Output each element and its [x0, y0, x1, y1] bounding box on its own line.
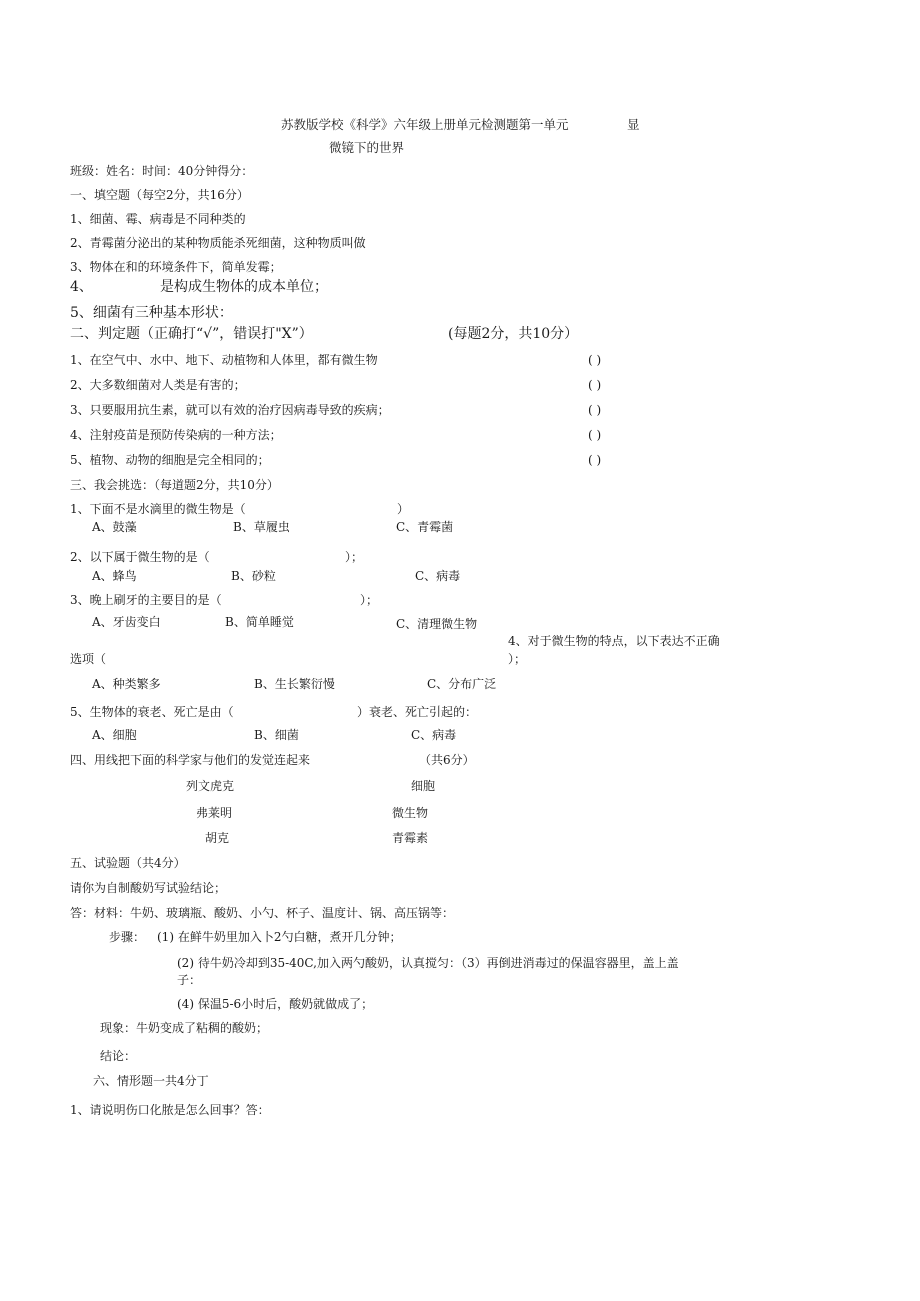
choice-5-option-c: C、病毒: [411, 728, 457, 742]
section-3-heading: 三、我会挑选：（每道题2分，共10分）: [70, 478, 279, 492]
finding-3: 青霉素: [392, 831, 429, 845]
scientist-3: 胡克: [205, 831, 230, 845]
choice-question-1-close: ）: [397, 502, 410, 516]
experiment-step-2-continued: 子：: [177, 973, 202, 987]
choice-5-option-a: A、细胞: [92, 728, 137, 742]
finding-2: 微生物: [392, 806, 429, 820]
choice-question-4-continued: 选项（: [70, 652, 107, 666]
scientist-1: 列文虎克: [186, 779, 235, 793]
choice-question-3-stem: 3、晚上刷牙的主要目的是（: [70, 593, 222, 607]
choice-2-option-a: A、蜂鸟: [92, 569, 137, 583]
experiment-phenomenon: 现象：牛奶变成了粘稠的酸奶；: [100, 1021, 269, 1035]
choice-3-option-a: A、牙齿变白: [92, 615, 161, 629]
judge-question-3: 3、只要服用抗生素，就可以有效的治疗因病毒导致的疾病；: [70, 403, 390, 417]
section-4-heading: 四、用线把下面的科学家与他们的发觉连起来: [70, 753, 311, 767]
section-6-heading: 六、情形题一共4分丁: [93, 1074, 209, 1088]
choice-2-option-b: B、砂粒: [231, 569, 276, 583]
choice-4-option-a: A、种类繁多: [92, 677, 161, 691]
choice-4-option-b: B、生长繁衍慢: [254, 677, 335, 691]
choice-1-option-b: B、草履虫: [233, 520, 290, 534]
choice-question-3-close: ）；: [360, 593, 379, 607]
choice-question-5-close: ）衰老、死亡引起的：: [357, 705, 478, 719]
title-line-2: 微镜下的世界: [329, 140, 405, 155]
scenario-question-1: 1、请说明伤口化脓是怎么回事？答：: [70, 1103, 270, 1117]
fill-question-4-number: 4、: [70, 279, 93, 295]
title-tail: 显: [627, 117, 640, 132]
experiment-step-1: (1) 在鲜牛奶里加入卜2勺白糖，煮开几分钟；: [157, 930, 402, 944]
experiment-steps-label: 步骤：: [109, 930, 146, 944]
choice-question-4-stem: 4、对于微生物的特点，以下表达不正确: [508, 634, 720, 648]
choice-4-option-c: C、分布广泛: [427, 677, 497, 691]
choice-question-2-close: ）；: [345, 550, 364, 564]
choice-2-option-c: C、病毒: [415, 569, 461, 583]
choice-1-option-c: C、青霉菌: [396, 520, 454, 534]
scientist-2: 弗莱明: [196, 806, 233, 820]
fill-question-2: 2、青霉菌分泌出的某种物质能杀死细菌，这种物质叫做: [70, 236, 366, 250]
choice-question-2-stem: 2、以下属于微生物的是（: [70, 550, 210, 564]
section-5-heading: 五、试验题（共4分）: [70, 856, 186, 870]
judge-answer-box-3: ( ): [588, 403, 602, 417]
section-2-score: (每题2分，共10分）: [448, 326, 579, 342]
choice-5-option-b: B、细菌: [254, 728, 299, 742]
section-2-heading: 二、判定题（正确打“√”，错误打"X”）: [70, 326, 313, 342]
choice-3-option-b: B、简单睡觉: [225, 615, 294, 629]
section-4-score: （共6分）: [419, 753, 475, 767]
title-line-1: 苏教版学校《科学》六年级上册单元检测题第一单元: [281, 117, 569, 132]
choice-question-1-stem: 1、下面不是水滴里的微生物是（: [70, 502, 246, 516]
judge-answer-box-2: ( ): [588, 378, 602, 392]
judge-answer-box-4: ( ): [588, 428, 602, 442]
choice-3-option-c: C、清理微生物: [396, 617, 478, 631]
experiment-prompt: 请你为自制酸奶写试验结论；: [70, 881, 227, 895]
fill-question-1: 1、细菌、霉、病毒是不同种类的: [70, 212, 246, 226]
judge-answer-box-1: ( ): [588, 353, 602, 367]
experiment-materials: 答：材料：牛奶、玻璃瓶、酸奶、小勺、杯子、温度计、锅、高压锅等：: [70, 906, 455, 920]
judge-question-2: 2、大多数细菌对人类是有害的；: [70, 378, 246, 392]
choice-question-4-close: ）；: [508, 652, 527, 666]
experiment-conclusion: 结论：: [100, 1049, 137, 1063]
judge-answer-box-5: ( ): [588, 453, 602, 467]
judge-question-5: 5、植物、动物的细胞是完全相同的；: [70, 453, 270, 467]
choice-question-5-stem: 5、生物体的衰老、死亡是由（: [70, 705, 234, 719]
judge-question-4: 4、注射疫苗是预防传染病的一种方法；: [70, 428, 282, 442]
experiment-step-2: (2) 待牛奶冷却到35-40C,加入两勺酸奶，认真搅匀：（3）再倒进消毒过的保温容器里，盖上盖: [177, 956, 679, 970]
fill-question-4-text: 是构成生物体的成本单位；: [160, 279, 328, 295]
student-info-line: 班级：姓名：时间：40分钟得分：: [70, 164, 254, 178]
fill-question-3: 3、物体在和的环境条件下，简单发霉；: [70, 260, 282, 274]
choice-1-option-a: A、鼓藻: [92, 520, 137, 534]
section-1-heading: 一、填空题（每空2分，共16分）: [70, 188, 249, 202]
judge-question-1: 1、在空气中、水中、地下、动植物和人体里，都有微生物: [70, 353, 378, 367]
fill-question-5: 5、细菌有三种基本形状：: [70, 305, 233, 321]
finding-1: 细胞: [411, 779, 436, 793]
experiment-step-4: (4) 保温5-6小时后，酸奶就做成了；: [177, 997, 374, 1011]
